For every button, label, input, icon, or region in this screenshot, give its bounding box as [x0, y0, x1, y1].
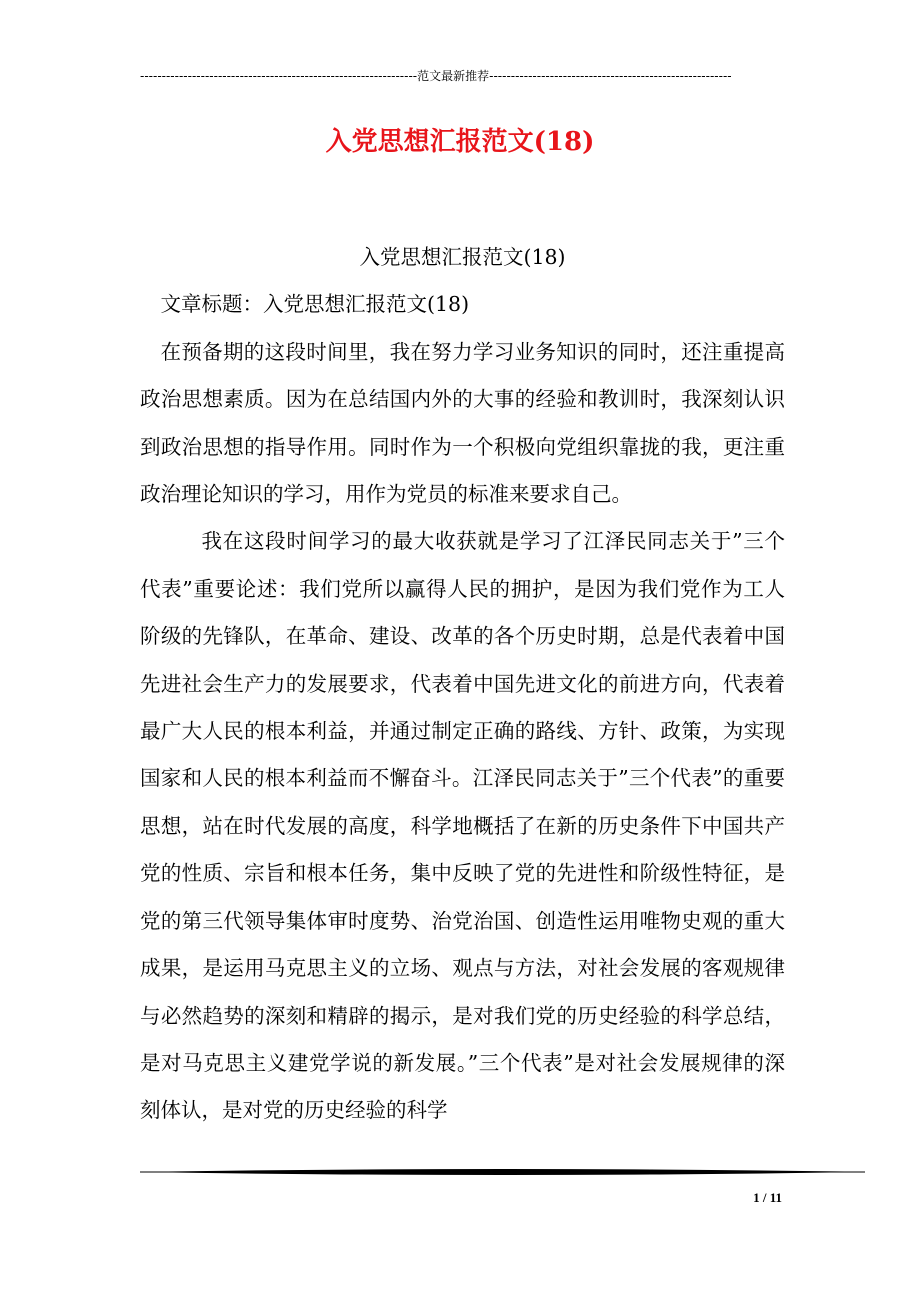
- page-header: ----------------------------------------------------------------范文最新推荐--------------------------------------------------------: [140, 69, 732, 83]
- document-title: 入党思想汇报范文(18): [325, 127, 595, 157]
- paragraph: 在预备期的这段时间里，我在努力学习业务知识的同时，还注重提高政治思想素质。因为在总结国内外的大事的经验和教训时，我深刻认识到政治思想的指导作用。同时作为一个积极向党组织靠拢的我，更注重政治理论知识的学习，用作为党员的标准来要求自己。: [140, 339, 785, 507]
- document-body: [140, 234, 785, 1135]
- document-subtitle: 入党思想汇报范文(18): [359, 245, 566, 269]
- paragraph: 我在这段时间学习的最大收获就是学习了江泽民同志关于”三个代表”重要论述：我们党所以赢得人民的拥护，是因为我们党作为工人阶级的先锋队，在革命、建设、改革的各个历史时期，总是代表着中国先进社会生产力的发展要求，代表着中国先进文化的前进方向，代表着最广大人民的根本利益，并通过制定正确的路线、方针、政策，为实现国家和人民的根本利益而不懈奋斗。江泽民同志关于”三个代表”的重要思想，站在时代发展的高度，科学地概括了在新的历史条件下中国共产党的性质、宗旨和根本任务，集中反映了党的先进性和阶级性特征，是党的第三代领导集体审时度势、治党治国、创造性运用唯物史观的重大成果，是运用马克思主义的立场、观点与方法，对社会发展的客观规律与必然趋势的深刻和精辟的揭示，是对我们党的历史经验的科学总结，是对马克思主义建党学说的新发展。”三个代表”是对社会发展规律的深刻体认，是对党的历史经验的科学: [140, 529, 785, 1123]
- footer-rule: [140, 1166, 865, 1178]
- page-number: 1 / 11: [753, 1190, 782, 1205]
- article-title-line: 文章标题：入党思想汇报范文(18): [160, 292, 470, 317]
